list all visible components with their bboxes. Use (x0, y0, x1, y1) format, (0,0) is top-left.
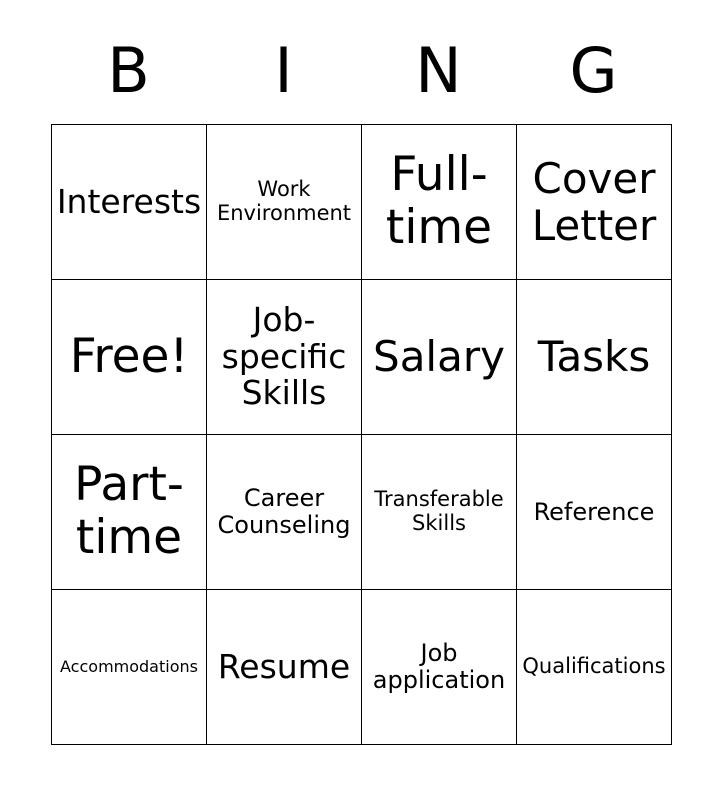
bingo-grid (51, 124, 672, 745)
bingo-cell-label: Interests (56, 181, 202, 221)
bingo-row (52, 280, 672, 435)
bingo-cell-label: Salary (373, 332, 505, 382)
bingo-cell[interactable] (517, 280, 672, 435)
bingo-cell-label: Job-specific Skills (221, 299, 347, 413)
bingo-cell[interactable] (207, 435, 362, 590)
bingo-row (52, 435, 672, 590)
bingo-cell-label: Work Environment (216, 177, 352, 225)
bingo-cell[interactable] (517, 125, 672, 280)
bingo-cell-label: Part-time (74, 457, 184, 565)
bingo-cell-label: Full-time (385, 147, 493, 255)
bingo-cell[interactable] (362, 590, 517, 745)
bingo-cell-label: Career Counseling (217, 484, 351, 539)
bingo-cell[interactable] (362, 125, 517, 280)
bingo-cell-label: Transferable Skills (374, 487, 504, 535)
bingo-cell-label: Cover Letter (531, 153, 657, 250)
bingo-cell[interactable] (362, 280, 517, 435)
bingo-cell[interactable] (362, 435, 517, 590)
bingo-cell-label: Tasks (537, 332, 651, 382)
bingo-cell-label: Reference (533, 497, 655, 526)
bingo-cell[interactable] (207, 280, 362, 435)
bingo-header-letter-n: N (415, 34, 463, 107)
bingo-header-letter-i: I (274, 34, 294, 107)
bingo-cell[interactable] (517, 590, 672, 745)
bingo-cell[interactable] (52, 125, 207, 280)
bingo-cell[interactable] (517, 435, 672, 590)
bingo-cell[interactable] (52, 590, 207, 745)
bingo-cell[interactable] (207, 590, 362, 745)
bingo-cell-label: Accommodations (60, 657, 198, 677)
bingo-row (52, 125, 672, 280)
bingo-cell-label: Qualifications (522, 654, 666, 679)
bingo-row (52, 590, 672, 745)
bingo-cell[interactable] (52, 435, 207, 590)
bingo-cell-label: Job application (372, 639, 506, 694)
bingo-cell-label: Resume (217, 646, 351, 686)
bingo-cell-label: Free! (69, 328, 189, 384)
bingo-header-letter-g: G (569, 34, 619, 107)
bingo-header (52, 0, 672, 106)
bingo-cell[interactable] (207, 125, 362, 280)
bingo-cell-free[interactable] (52, 280, 207, 435)
bingo-header-letter-b: B (107, 34, 151, 107)
